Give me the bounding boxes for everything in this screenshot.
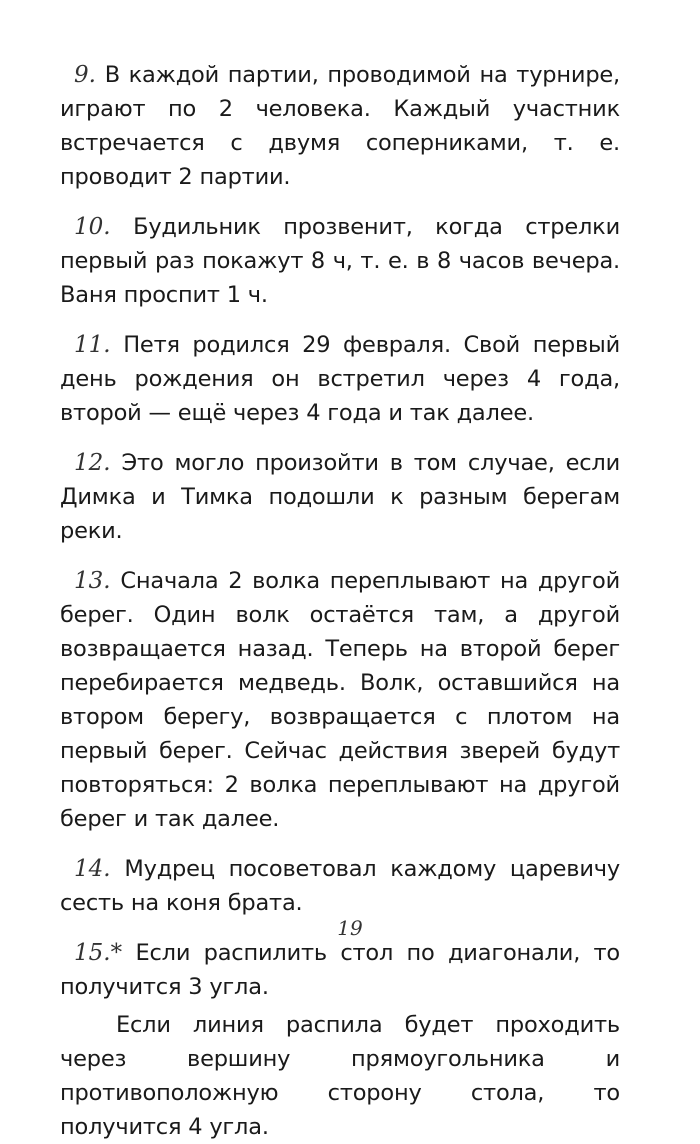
answer-number: 10. — [74, 214, 111, 240]
answer-number: 9. — [74, 62, 96, 88]
answer-13 — [60, 564, 620, 836]
answer-number: 15.* — [74, 940, 123, 966]
answer-12 — [60, 446, 620, 548]
answer-number: 14. — [74, 856, 111, 882]
answer-number: 12. — [74, 450, 111, 476]
page-number: 19 — [337, 916, 363, 940]
answer-text: Это могло произойти в том случае, если Димка и Тимка подошли к разным берегам реки. — [60, 450, 620, 544]
answer-9 — [60, 58, 620, 194]
answer-text: В каждой партии, проводимой на турнире, играют по 2 человека. Каждый участник встречается с двумя соперниками, т. е. проводит 2 партии. — [60, 62, 620, 190]
answers-page — [60, 58, 620, 1144]
answer-text: Мудрец посоветовал каждому царевичу сесть на коня брата. — [60, 856, 620, 916]
answer-11 — [60, 328, 620, 430]
answer-14 — [60, 852, 620, 920]
answer-number: 13. — [74, 568, 111, 594]
answer-number: 11. — [74, 332, 111, 358]
answer-text: Если распилить стол по диагонали, то получится 3 угла. — [60, 940, 621, 1000]
answer-text: Петя родился 29 февраля. Свой первый день рождения он встретил через 4 года, второй — ещё через 4 года и так далее. — [60, 332, 620, 426]
answer-15-continuation: Если линия распила будет проходить через вершину прямоугольника и противоположную сторону стола, то получится 4 угла. — [60, 1012, 620, 1140]
answer-text: Сначала 2 волка переплывают на другой берег. Один волк остаётся там, а другой возвращается назад. Теперь на второй берег перебирается медведь. Волк, оставшийся на втором берегу, возвращается с плотом на первый берег. Сейчас действия зверей будут повторяться: 2 волка переплывают на другой берег и так далее. — [60, 568, 620, 832]
answer-10 — [60, 210, 620, 312]
answer-15 — [60, 936, 620, 1004]
answer-text: Будильник прозвенит, когда стрелки первый раз покажут 8 ч, т. е. в 8 часов вечера. Ваня проспит 1 ч. — [60, 214, 620, 308]
